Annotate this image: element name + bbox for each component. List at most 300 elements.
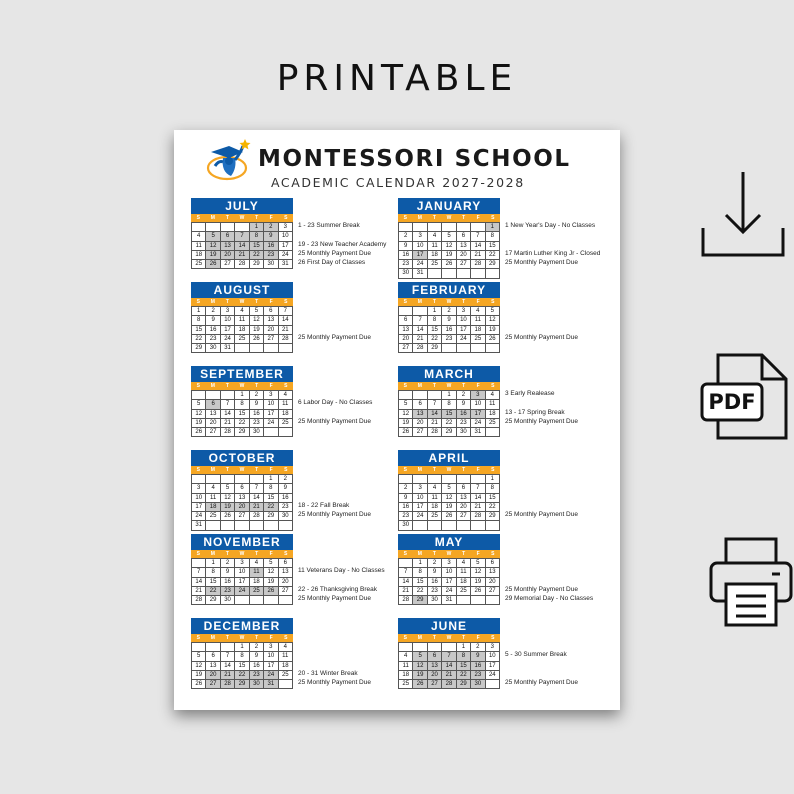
- month-title: FEBRUARY: [398, 282, 500, 298]
- day-cell: 15: [192, 326, 206, 335]
- day-cell: 17: [413, 503, 427, 512]
- weekday-label: M: [417, 551, 422, 557]
- event-note: 25 Monthly Payment Due: [505, 417, 578, 425]
- event-note: 25 Monthly Payment Due: [505, 333, 578, 341]
- day-cell: 5: [192, 400, 206, 409]
- day-cell: 14: [221, 662, 235, 671]
- weekday-label: S: [196, 551, 200, 557]
- day-grid: [398, 306, 500, 353]
- day-cell: 2: [428, 559, 442, 568]
- day-cell: 2: [457, 391, 471, 400]
- day-cell: 26: [206, 260, 220, 269]
- day-cell: 18: [486, 410, 500, 419]
- day-cell: 25: [279, 671, 293, 680]
- school-logo-icon: [205, 138, 253, 184]
- day-cell: 14: [399, 578, 413, 587]
- weekday-label: T: [255, 551, 259, 557]
- day-cell: 16: [442, 326, 456, 335]
- weekday-label: W: [446, 383, 452, 389]
- day-cell: 4: [428, 232, 442, 241]
- weekday-label: T: [255, 467, 259, 473]
- day-cell: 23: [221, 587, 235, 596]
- empty-cell: [442, 223, 456, 232]
- day-cell: 16: [250, 410, 264, 419]
- day-cell: 12: [221, 494, 235, 503]
- day-cell: 28: [471, 260, 485, 269]
- day-cell: 6: [235, 484, 249, 493]
- day-cell: 4: [235, 307, 249, 316]
- day-cell: 3: [413, 484, 427, 493]
- day-cell: 29: [192, 344, 206, 353]
- empty-cell: [442, 344, 456, 353]
- day-grid: [191, 306, 293, 353]
- day-grid: [191, 222, 293, 269]
- weekday-header: [191, 298, 293, 306]
- day-cell: 30: [457, 428, 471, 437]
- day-cell: 28: [442, 680, 456, 689]
- day-cell: 9: [264, 232, 278, 241]
- day-cell: 19: [442, 251, 456, 260]
- weekday-label: S: [284, 383, 288, 389]
- day-cell: 24: [279, 251, 293, 260]
- weekday-label: M: [417, 383, 422, 389]
- day-cell: 7: [471, 232, 485, 241]
- day-cell: 1: [428, 307, 442, 316]
- day-cell: 9: [442, 316, 456, 325]
- day-cell: 22: [192, 335, 206, 344]
- weekday-label: S: [196, 467, 200, 473]
- day-cell: 3: [442, 559, 456, 568]
- weekday-label: T: [462, 383, 466, 389]
- weekday-label: S: [284, 467, 288, 473]
- day-cell: 9: [457, 400, 471, 409]
- day-cell: 23: [250, 671, 264, 680]
- weekday-label: T: [432, 551, 436, 557]
- day-cell: 8: [250, 232, 264, 241]
- empty-cell: [413, 223, 427, 232]
- day-cell: 19: [206, 251, 220, 260]
- empty-cell: [428, 643, 442, 652]
- weekday-header: [191, 214, 293, 222]
- day-cell: 29: [413, 596, 427, 605]
- day-cell: 29: [250, 260, 264, 269]
- day-cell: 20: [413, 419, 427, 428]
- day-cell: 27: [457, 512, 471, 521]
- weekday-label: T: [225, 383, 229, 389]
- day-cell: 31: [221, 344, 235, 353]
- day-cell: 29: [486, 512, 500, 521]
- day-cell: 5: [264, 559, 278, 568]
- day-cell: 8: [413, 568, 427, 577]
- day-cell: 10: [442, 568, 456, 577]
- event-note: 1 New Year's Day - No Classes: [505, 222, 596, 229]
- day-cell: 8: [428, 316, 442, 325]
- day-cell: 6: [206, 652, 220, 661]
- weekday-label: S: [403, 215, 407, 221]
- day-cell: 12: [413, 662, 427, 671]
- empty-cell: [192, 391, 206, 400]
- day-cell: 13: [235, 494, 249, 503]
- event-note: 13 - 17 Spring Break: [505, 408, 565, 416]
- event-note: 25 Monthly Payment Due: [298, 511, 371, 519]
- day-cell: 3: [192, 484, 206, 493]
- day-cell: 26: [471, 587, 485, 596]
- weekday-label: M: [417, 467, 422, 473]
- empty-cell: [486, 428, 500, 437]
- day-cell: 20: [264, 326, 278, 335]
- day-cell: 4: [192, 232, 206, 241]
- weekday-label: M: [210, 383, 215, 389]
- day-cell: 29: [264, 512, 278, 521]
- month-december: [191, 618, 293, 689]
- day-cell: 13: [264, 316, 278, 325]
- day-cell: 21: [471, 251, 485, 260]
- event-note: 25 Monthly Payment Due: [298, 333, 371, 341]
- day-cell: 22: [442, 419, 456, 428]
- weekday-label: T: [462, 467, 466, 473]
- day-cell: 29: [442, 428, 456, 437]
- day-grid: [191, 558, 293, 605]
- day-cell: 25: [471, 335, 485, 344]
- day-cell: 5: [221, 484, 235, 493]
- month-august: [191, 282, 293, 353]
- day-cell: 22: [457, 671, 471, 680]
- day-cell: 7: [221, 400, 235, 409]
- day-cell: 2: [279, 475, 293, 484]
- day-cell: 11: [206, 494, 220, 503]
- pdf-file-icon[interactable]: [700, 352, 790, 442]
- day-cell: 20: [428, 671, 442, 680]
- day-cell: 1: [413, 559, 427, 568]
- day-cell: 24: [192, 512, 206, 521]
- day-cell: 14: [413, 326, 427, 335]
- weekday-header: [398, 550, 500, 558]
- day-cell: 18: [428, 503, 442, 512]
- day-cell: 2: [250, 643, 264, 652]
- weekday-label: F: [476, 299, 480, 305]
- empty-cell: [206, 223, 220, 232]
- day-cell: 8: [235, 652, 249, 661]
- day-cell: 5: [206, 232, 220, 241]
- empty-cell: [457, 223, 471, 232]
- day-cell: 18: [279, 662, 293, 671]
- weekday-label: F: [476, 551, 480, 557]
- day-cell: 14: [279, 316, 293, 325]
- empty-cell: [235, 223, 249, 232]
- weekday-label: F: [269, 551, 273, 557]
- day-cell: 23: [399, 512, 413, 521]
- day-cell: 14: [235, 242, 249, 251]
- weekday-header: [191, 634, 293, 642]
- day-cell: 4: [399, 652, 413, 661]
- day-cell: 18: [235, 326, 249, 335]
- empty-cell: [471, 596, 485, 605]
- event-note: 29 Memorial Day - No Classes: [505, 595, 594, 603]
- day-cell: 26: [486, 335, 500, 344]
- day-grid: [191, 642, 293, 689]
- day-cell: 21: [413, 335, 427, 344]
- day-cell: 24: [413, 512, 427, 521]
- day-cell: 4: [279, 391, 293, 400]
- day-cell: 11: [428, 242, 442, 251]
- day-cell: 9: [221, 568, 235, 577]
- empty-cell: [457, 475, 471, 484]
- day-cell: 30: [221, 596, 235, 605]
- day-grid: [398, 390, 500, 437]
- day-cell: 16: [264, 242, 278, 251]
- month-title: JANUARY: [398, 198, 500, 214]
- day-cell: 19: [399, 419, 413, 428]
- weekday-label: S: [491, 215, 495, 221]
- day-cell: 1: [235, 643, 249, 652]
- day-cell: 11: [486, 400, 500, 409]
- weekday-label: T: [432, 383, 436, 389]
- day-cell: 15: [235, 662, 249, 671]
- day-cell: 12: [192, 662, 206, 671]
- empty-cell: [399, 559, 413, 568]
- weekday-label: S: [284, 299, 288, 305]
- page-heading: PRINTABLE: [276, 58, 518, 99]
- month-april: [398, 450, 500, 531]
- weekday-label: M: [210, 215, 215, 221]
- weekday-label: W: [446, 299, 452, 305]
- download-icon[interactable]: [700, 170, 786, 258]
- day-cell: 19: [192, 419, 206, 428]
- day-cell: 11: [279, 652, 293, 661]
- day-cell: 13: [221, 242, 235, 251]
- day-cell: 12: [442, 242, 456, 251]
- weekday-label: F: [269, 383, 273, 389]
- day-cell: 30: [264, 260, 278, 269]
- day-cell: 25: [206, 512, 220, 521]
- event-note: 25 Monthly Payment Due: [298, 249, 371, 257]
- day-cell: 21: [192, 587, 206, 596]
- day-cell: 12: [264, 568, 278, 577]
- empty-cell: [428, 269, 442, 278]
- day-cell: 4: [279, 643, 293, 652]
- day-cell: 21: [471, 503, 485, 512]
- day-cell: 29: [206, 596, 220, 605]
- empty-cell: [206, 521, 220, 530]
- day-cell: 6: [264, 307, 278, 316]
- weekday-label: S: [284, 215, 288, 221]
- day-cell: 11: [250, 568, 264, 577]
- day-cell: 16: [279, 494, 293, 503]
- empty-cell: [471, 475, 485, 484]
- day-cell: 26: [442, 260, 456, 269]
- day-cell: 30: [206, 344, 220, 353]
- day-cell: 9: [428, 568, 442, 577]
- day-cell: 22: [264, 503, 278, 512]
- weekday-header: [398, 382, 500, 390]
- weekday-label: S: [403, 299, 407, 305]
- day-cell: 3: [264, 643, 278, 652]
- day-grid: [398, 558, 500, 605]
- weekday-label: F: [269, 299, 273, 305]
- weekday-label: S: [403, 551, 407, 557]
- day-cell: 9: [206, 316, 220, 325]
- weekday-label: W: [239, 383, 245, 389]
- day-cell: 20: [457, 503, 471, 512]
- month-title: JUNE: [398, 618, 500, 634]
- day-cell: 27: [413, 428, 427, 437]
- weekday-label: W: [446, 467, 452, 473]
- weekday-label: T: [432, 299, 436, 305]
- event-note: 25 Monthly Payment Due: [505, 679, 578, 687]
- empty-cell: [221, 643, 235, 652]
- event-note: 11 Veterans Day - No Classes: [298, 567, 385, 575]
- weekday-label: F: [269, 635, 273, 641]
- day-cell: 2: [206, 307, 220, 316]
- day-cell: 18: [279, 410, 293, 419]
- month-title: NOVEMBER: [191, 534, 293, 550]
- day-cell: 21: [235, 251, 249, 260]
- day-cell: 27: [279, 587, 293, 596]
- day-cell: 20: [457, 251, 471, 260]
- day-cell: 28: [221, 428, 235, 437]
- empty-cell: [413, 643, 427, 652]
- empty-cell: [413, 307, 427, 316]
- day-cell: 23: [457, 419, 471, 428]
- empty-cell: [250, 344, 264, 353]
- weekday-label: S: [491, 635, 495, 641]
- weekday-label: S: [403, 635, 407, 641]
- day-cell: 7: [428, 400, 442, 409]
- day-cell: 10: [221, 316, 235, 325]
- day-cell: 6: [428, 652, 442, 661]
- weekday-header: [191, 550, 293, 558]
- day-cell: 8: [192, 316, 206, 325]
- day-cell: 2: [221, 559, 235, 568]
- day-cell: 1: [486, 475, 500, 484]
- day-cell: 27: [399, 344, 413, 353]
- day-cell: 28: [235, 260, 249, 269]
- day-cell: 11: [471, 316, 485, 325]
- empty-cell: [457, 269, 471, 278]
- day-grid: [398, 642, 500, 689]
- day-cell: 1: [264, 475, 278, 484]
- weekday-label: W: [239, 635, 245, 641]
- day-cell: 18: [206, 503, 220, 512]
- weekday-label: T: [225, 551, 229, 557]
- weekday-label: M: [417, 299, 422, 305]
- day-cell: 3: [457, 307, 471, 316]
- day-cell: 6: [399, 316, 413, 325]
- empty-cell: [428, 223, 442, 232]
- event-note: 22 - 26 Thanksgiving Break: [298, 585, 378, 593]
- calendar-subtitle: ACADEMIC CALENDAR 2027-2028: [271, 175, 525, 190]
- day-cell: 12: [192, 410, 206, 419]
- day-cell: 24: [264, 419, 278, 428]
- empty-cell: [192, 559, 206, 568]
- day-cell: 15: [250, 242, 264, 251]
- day-cell: 29: [428, 344, 442, 353]
- day-cell: 27: [206, 680, 220, 689]
- month-title: DECEMBER: [191, 618, 293, 634]
- day-cell: 22: [428, 335, 442, 344]
- day-cell: 29: [457, 680, 471, 689]
- day-cell: 12: [486, 316, 500, 325]
- day-cell: 16: [399, 251, 413, 260]
- day-cell: 1: [250, 223, 264, 232]
- empty-cell: [471, 269, 485, 278]
- day-cell: 8: [206, 568, 220, 577]
- day-cell: 13: [206, 662, 220, 671]
- day-cell: 16: [457, 410, 471, 419]
- day-cell: 23: [250, 419, 264, 428]
- weekday-label: F: [476, 215, 480, 221]
- weekday-label: T: [225, 215, 229, 221]
- weekday-label: S: [196, 215, 200, 221]
- day-cell: 11: [279, 400, 293, 409]
- day-cell: 6: [486, 559, 500, 568]
- day-cell: 10: [486, 652, 500, 661]
- empty-cell: [413, 521, 427, 530]
- day-cell: 19: [413, 671, 427, 680]
- weekday-label: T: [462, 635, 466, 641]
- empty-cell: [250, 475, 264, 484]
- empty-cell: [399, 223, 413, 232]
- event-note: 17 Martin Luther King Jr - Closed: [505, 249, 601, 257]
- weekday-label: M: [210, 635, 215, 641]
- day-cell: 11: [192, 242, 206, 251]
- printer-icon[interactable]: [708, 536, 794, 628]
- day-cell: 10: [264, 400, 278, 409]
- day-cell: 2: [399, 484, 413, 493]
- day-cell: 22: [250, 251, 264, 260]
- empty-cell: [428, 475, 442, 484]
- weekday-header: [191, 382, 293, 390]
- day-cell: 7: [250, 484, 264, 493]
- event-note: 25 Monthly Payment Due: [505, 511, 578, 519]
- day-cell: 31: [279, 260, 293, 269]
- day-cell: 28: [413, 344, 427, 353]
- day-cell: 25: [457, 587, 471, 596]
- day-cell: 31: [413, 269, 427, 278]
- day-cell: 7: [399, 568, 413, 577]
- day-cell: 28: [399, 596, 413, 605]
- day-cell: 10: [413, 242, 427, 251]
- day-cell: 21: [250, 503, 264, 512]
- weekday-label: T: [225, 299, 229, 305]
- empty-cell: [442, 521, 456, 530]
- empty-cell: [235, 475, 249, 484]
- weekday-label: S: [403, 383, 407, 389]
- day-cell: 6: [221, 232, 235, 241]
- event-note: 3 Early Realease: [505, 390, 555, 397]
- day-cell: 2: [442, 307, 456, 316]
- empty-cell: [221, 521, 235, 530]
- weekday-header: [191, 466, 293, 474]
- empty-cell: [442, 269, 456, 278]
- day-cell: 7: [235, 232, 249, 241]
- day-cell: 14: [442, 662, 456, 671]
- day-cell: 28: [221, 680, 235, 689]
- day-cell: 10: [279, 232, 293, 241]
- day-cell: 21: [442, 671, 456, 680]
- day-cell: 14: [471, 242, 485, 251]
- day-cell: 31: [264, 680, 278, 689]
- empty-cell: [399, 643, 413, 652]
- day-cell: 26: [221, 512, 235, 521]
- weekday-header: [398, 634, 500, 642]
- day-cell: 20: [279, 578, 293, 587]
- day-cell: 13: [399, 326, 413, 335]
- empty-cell: [399, 475, 413, 484]
- day-cell: 22: [235, 419, 249, 428]
- day-cell: 14: [428, 410, 442, 419]
- empty-cell: [457, 521, 471, 530]
